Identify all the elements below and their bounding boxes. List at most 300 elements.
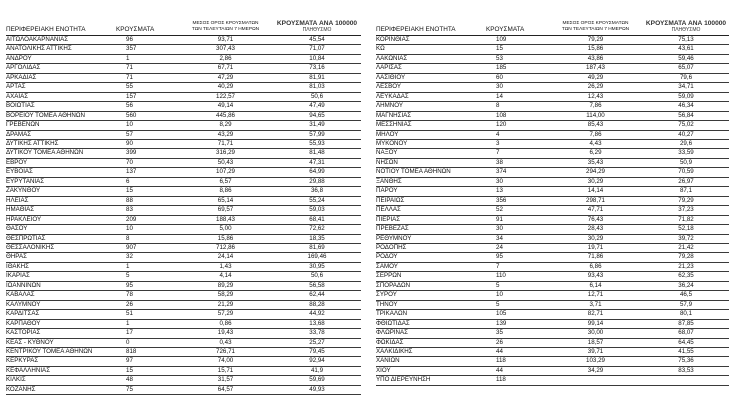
- cases-cell: 108: [486, 111, 548, 120]
- cases-cell: 560: [116, 111, 178, 120]
- avg-cell: 307,43: [178, 45, 273, 54]
- cases-cell: 95: [486, 253, 548, 262]
- per-100k-cell: 46,5: [643, 291, 729, 300]
- per-100k-cell: 59,03: [273, 206, 361, 215]
- per-100k-cell: 83,53: [643, 366, 729, 375]
- avg-cell: 30,29: [548, 177, 643, 186]
- region-cell: ΑΝΔΡΟΥ: [6, 54, 116, 63]
- per-100k-cell: 44,92: [273, 310, 361, 319]
- table-row: [6, 177, 361, 186]
- avg-cell: 2,86: [178, 54, 273, 63]
- cases-cell: 3: [486, 139, 548, 148]
- per-header-line1: ΚΡΟΥΣΜΑΤΑ ΑΝΑ 100000: [645, 19, 727, 27]
- avg-cell: 74,00: [178, 357, 273, 366]
- avg-cell: 298,71: [548, 196, 643, 205]
- avg-cell: 71,86: [548, 253, 643, 262]
- avg-cell: 8,86: [178, 187, 273, 196]
- per-100k-cell: 71,07: [273, 45, 361, 54]
- table-row: [376, 253, 729, 262]
- avg-cell: 726,71: [178, 347, 273, 356]
- table-row: [376, 225, 729, 234]
- avg-cell: 47,29: [178, 73, 273, 82]
- table-row: [6, 130, 361, 139]
- per-100k-cell: 37,23: [643, 206, 729, 215]
- per-100k-cell: 26,97: [643, 177, 729, 186]
- cases-cell: 0: [116, 338, 178, 347]
- cases-cell: 96: [116, 36, 178, 45]
- cases-cell: 7: [486, 262, 548, 271]
- avg-cell: 49,29: [548, 73, 643, 82]
- cases-cell: 78: [116, 291, 178, 300]
- region-cell: ΘΕΣΠΡΩΤΙΑΣ: [6, 234, 116, 243]
- cases-cell: 1: [116, 262, 178, 271]
- avg-cell: 18,57: [548, 338, 643, 347]
- region-cell: ΒΟΡΕΙΟΥ ΤΟΜΕΑ ΑΘΗΝΩΝ: [6, 111, 116, 120]
- per-100k-cell: 21,23: [643, 262, 729, 271]
- avg-cell: 43,29: [178, 130, 273, 139]
- region-cell: ΝΟΤΙΟΥ ΤΟΜΕΑ ΑΘΗΝΩΝ: [376, 168, 486, 177]
- cases-column-header: ΚΡΟΥΣΜΑΤΑ: [486, 14, 548, 36]
- region-cell: ΤΡΙΚΑΛΩΝ: [376, 310, 486, 319]
- table-row: [376, 262, 729, 271]
- region-cell: ΙΩΑΝΝΙΝΩΝ: [6, 281, 116, 290]
- region-cell: ΚΕΦΑΛΛΗΝΙΑΣ: [6, 366, 116, 375]
- avg-cell: 35,43: [548, 158, 643, 167]
- cases-cell: 110: [486, 272, 548, 281]
- region-cell: ΡΕΘΥΜΝΟΥ: [376, 234, 486, 243]
- per-100k-cell: 29,88: [273, 177, 361, 186]
- avg-cell: 89,29: [178, 281, 273, 290]
- cases-cell: 10: [116, 225, 178, 234]
- cases-cell: 15: [116, 366, 178, 375]
- per-100k-cell: 18,35: [273, 234, 361, 243]
- cases-cell: 157: [116, 92, 178, 101]
- region-cell: ΧΙΟΥ: [376, 366, 486, 375]
- table-row: [6, 215, 361, 224]
- per-100k-cell: 55,93: [273, 139, 361, 148]
- region-cell: ΚΕΡΚΥΡΑΣ: [6, 357, 116, 366]
- cases-cell: 75: [116, 385, 178, 394]
- avg-cell: 99,14: [548, 319, 643, 328]
- per-100k-cell: 13,68: [273, 319, 361, 328]
- avg-cell: 71,71: [178, 139, 273, 148]
- region-column-header: ΠΕΡΙΦΕΡΕΙΑΚΗ ΕΝΟΤΗΤΑ: [376, 14, 486, 36]
- avg-cell: 85,43: [548, 121, 643, 130]
- table-row: [376, 376, 729, 385]
- cases-cell: 1: [116, 319, 178, 328]
- region-cell: ΜΥΚΟΝΟΥ: [376, 139, 486, 148]
- per-100k-cell: 47,31: [273, 158, 361, 167]
- per-100k-cell: 75,36: [643, 357, 729, 366]
- table-row: [376, 83, 729, 92]
- table-header-row: [376, 14, 729, 36]
- cases-cell: 44: [486, 347, 548, 356]
- per-100k-cell: [643, 376, 729, 385]
- per-100k-cell: 88,28: [273, 300, 361, 309]
- table-row: [376, 168, 729, 177]
- table-row: [376, 319, 729, 328]
- avg-cell: 7,86: [548, 102, 643, 111]
- per-100k-cell: 41,55: [643, 347, 729, 356]
- region-cell: ΣΑΜΟΥ: [376, 262, 486, 271]
- cases-cell: 4: [486, 130, 548, 139]
- per-100k-cell: 81,48: [273, 149, 361, 158]
- avg-header-line1: ΜΕΣΟΣ ΟΡΟΣ ΚΡΟΥΣΜΑΤΩΝ: [192, 20, 259, 26]
- cases-cell: 91: [486, 215, 548, 224]
- table-row: [376, 36, 729, 45]
- per-100k-cell: 87,85: [643, 319, 729, 328]
- cases-cell: 5: [486, 300, 548, 309]
- region-cell: ΝΗΣΩΝ: [376, 158, 486, 167]
- avg-cell: 79,29: [548, 36, 643, 45]
- per-100k-column-header: [643, 14, 729, 36]
- table-header-row: [6, 14, 361, 36]
- per-100k-cell: 46,34: [643, 102, 729, 111]
- per-100k-cell: 73,16: [273, 64, 361, 73]
- table-row: [376, 347, 729, 356]
- per-100k-cell: 36,8: [273, 187, 361, 196]
- cases-cell: 26: [116, 300, 178, 309]
- table-row: [6, 92, 361, 101]
- table-row: [6, 366, 361, 375]
- per-100k-cell: 75,13: [643, 36, 729, 45]
- table-row: [6, 111, 361, 120]
- cases-cell: 118: [486, 376, 548, 385]
- region-cell: ΛΑΣΙΘΙΟΥ: [376, 73, 486, 82]
- per-100k-cell: 45,54: [273, 36, 361, 45]
- table-row: [376, 196, 729, 205]
- region-cell: ΦΘΙΩΤΙΔΑΣ: [376, 319, 486, 328]
- per-100k-cell: 34,71: [643, 83, 729, 92]
- cases-cell: 209: [116, 215, 178, 224]
- table-row: [6, 300, 361, 309]
- cases-column-header: ΚΡΟΥΣΜΑΤΑ: [116, 14, 178, 36]
- cases-cell: 15: [116, 187, 178, 196]
- avg-cell: 93,43: [548, 272, 643, 281]
- cases-cell: 120: [486, 121, 548, 130]
- table-row: [6, 121, 361, 130]
- cases-cell: 88: [116, 196, 178, 205]
- avg-cell: 1,43: [178, 262, 273, 271]
- table-row: [376, 187, 729, 196]
- table-row: [6, 187, 361, 196]
- cases-cell: 70: [116, 158, 178, 167]
- per-100k-cell: 57,9: [643, 300, 729, 309]
- per-100k-cell: 81,91: [273, 73, 361, 82]
- cases-table-left: [6, 14, 361, 395]
- avg-cell: 12,43: [548, 92, 643, 101]
- cases-cell: 6: [116, 177, 178, 186]
- avg-cell: 12,71: [548, 291, 643, 300]
- region-cell: ΧΑΝΙΩΝ: [376, 357, 486, 366]
- table-row: [6, 357, 361, 366]
- per-100k-cell: 50,6: [273, 272, 361, 281]
- table-row: [6, 376, 361, 385]
- table-row: [376, 158, 729, 167]
- per-100k-cell: 50,9: [643, 158, 729, 167]
- table-row: [376, 54, 729, 63]
- avg-cell: 15,71: [178, 366, 273, 375]
- cases-cell: 30: [486, 177, 548, 186]
- region-cell: ΛΑΚΩΝΙΑΣ: [376, 54, 486, 63]
- cases-cell: 48: [116, 376, 178, 385]
- avg-cell: 64,57: [178, 385, 273, 394]
- table-row: [6, 149, 361, 158]
- table-row: [6, 102, 361, 111]
- region-cell: ΚΕΝΤΡΙΚΟΥ ΤΟΜΕΑ ΑΘΗΝΩΝ: [6, 347, 116, 356]
- region-cell: ΛΕΥΚΑΔΑΣ: [376, 92, 486, 101]
- region-cell: ΑΡΓΟΛΙΔΑΣ: [6, 64, 116, 73]
- avg-cell: 57,29: [178, 310, 273, 319]
- table-row: [6, 319, 361, 328]
- cases-cell: 55: [116, 83, 178, 92]
- per-100k-cell: 29,6: [643, 139, 729, 148]
- avg-cell: 67,71: [178, 64, 273, 73]
- region-cell: ΜΑΓΝΗΣΙΑΣ: [376, 111, 486, 120]
- avg-header-line2: ΤΩΝ ΤΕΛΕΥΤΑΙΩΝ 7 ΗΜΕΡΩΝ: [191, 27, 260, 33]
- cases-table-right: [376, 14, 729, 386]
- region-cell: ΥΠΟ ΔΙΕΡΕΥΝΗΣΗ: [376, 376, 486, 385]
- avg-cell: 107,29: [178, 168, 273, 177]
- avg-cell: 58,29: [178, 291, 273, 300]
- per-100k-cell: 71,82: [643, 215, 729, 224]
- table-row: [6, 206, 361, 215]
- table-row: [376, 111, 729, 120]
- avg-cell: 28,43: [548, 225, 643, 234]
- avg-cell: 0,86: [178, 319, 273, 328]
- per-100k-cell: 87,1: [643, 187, 729, 196]
- region-cell: ΞΑΝΘΗΣ: [376, 177, 486, 186]
- per-100k-cell: 79,6: [643, 73, 729, 82]
- avg-cell: 6,57: [178, 177, 273, 186]
- region-cell: ΜΕΣΣΗΝΙΑΣ: [376, 121, 486, 130]
- table-row: [376, 272, 729, 281]
- per-100k-cell: 43,61: [643, 45, 729, 54]
- per-100k-cell: 62,35: [643, 272, 729, 281]
- table-row: [6, 338, 361, 347]
- table-row: [376, 291, 729, 300]
- table-row: [376, 121, 729, 130]
- avg-cell: 122,57: [178, 92, 273, 101]
- region-cell: ΡΟΔΟΠΗΣ: [376, 243, 486, 252]
- region-cell: ΠΡΕΒΕΖΑΣ: [376, 225, 486, 234]
- avg-cell: 19,71: [548, 243, 643, 252]
- region-cell: ΛΕΣΒΟΥ: [376, 83, 486, 92]
- region-cell: ΜΗΛΟΥ: [376, 130, 486, 139]
- table-row: [376, 338, 729, 347]
- region-cell: ΚΟΖΑΝΗΣ: [6, 385, 116, 394]
- per-header-line2: ΠΛΗΘΥΣΜΟ: [302, 27, 332, 34]
- region-cell: ΚΟΡΙΝΘΙΑΣ: [376, 36, 486, 45]
- cases-cell: 95: [116, 281, 178, 290]
- table-row: [6, 281, 361, 290]
- cases-cell: 26: [486, 338, 548, 347]
- region-cell: ΣΠΟΡΑΔΩΝ: [376, 281, 486, 290]
- table-row: [376, 357, 729, 366]
- per-100k-cell: 169,46: [273, 253, 361, 262]
- table-row: [376, 102, 729, 111]
- table-row: [376, 310, 729, 319]
- per-100k-cell: 52,18: [643, 225, 729, 234]
- region-cell: ΛΑΡΙΣΑΣ: [376, 64, 486, 73]
- table-row: [376, 92, 729, 101]
- per-100k-cell: 81,03: [273, 83, 361, 92]
- avg-cell: [548, 376, 643, 385]
- cases-cell: 105: [486, 310, 548, 319]
- cases-cell: 83: [116, 206, 178, 215]
- table-row: [376, 177, 729, 186]
- table-row: [6, 83, 361, 92]
- cases-cell: 15: [486, 45, 548, 54]
- table-row: [376, 300, 729, 309]
- cases-cell: 30: [486, 225, 548, 234]
- table-row: [6, 64, 361, 73]
- region-cell: ΚΑΡΠΑΘΟΥ: [6, 319, 116, 328]
- table-row: [6, 54, 361, 63]
- table-row: [376, 243, 729, 252]
- per-100k-cell: 70,59: [643, 168, 729, 177]
- per-100k-cell: 81,69: [273, 243, 361, 252]
- region-cell: ΗΡΑΚΛΕΙΟΥ: [6, 215, 116, 224]
- table-row: [6, 158, 361, 167]
- avg-cell: 43,86: [548, 54, 643, 63]
- table-row: [376, 329, 729, 338]
- region-cell: ΘΕΣΣΑΛΟΝΙΚΗΣ: [6, 243, 116, 252]
- table-row: [6, 253, 361, 262]
- cases-cell: 71: [116, 64, 178, 73]
- region-cell: ΑΧΑΪΑΣ: [6, 92, 116, 101]
- cases-cell: 71: [116, 73, 178, 82]
- region-cell: ΗΜΑΘΙΑΣ: [6, 206, 116, 215]
- per-100k-column-header: [273, 14, 361, 36]
- per-100k-cell: 59,46: [643, 54, 729, 63]
- region-cell: ΔΡΑΜΑΣ: [6, 130, 116, 139]
- avg-cell: 114,00: [548, 111, 643, 120]
- cases-cell: 139: [486, 319, 548, 328]
- region-cell: ΛΗΜΝΟΥ: [376, 102, 486, 111]
- per-100k-cell: 79,28: [643, 253, 729, 262]
- avg-column-header: [548, 14, 643, 36]
- avg-cell: 93,71: [178, 36, 273, 45]
- table-row: [376, 73, 729, 82]
- cases-cell: 137: [116, 168, 178, 177]
- avg-cell: 4,43: [548, 139, 643, 148]
- per-100k-cell: 57,99: [273, 130, 361, 139]
- avg-header-line1: ΜΕΣΟΣ ΟΡΟΣ ΚΡΟΥΣΜΑΤΩΝ: [562, 20, 629, 26]
- per-100k-cell: 94,65: [273, 111, 361, 120]
- table-row: [376, 206, 729, 215]
- region-cell: ΣΥΡΟΥ: [376, 291, 486, 300]
- table-row: [6, 347, 361, 356]
- avg-cell: 19,43: [178, 329, 273, 338]
- cases-cell: 38: [486, 158, 548, 167]
- avg-cell: 50,43: [178, 158, 273, 167]
- per-100k-cell: 47,49: [273, 102, 361, 111]
- region-cell: ΠΕΛΛΑΣ: [376, 206, 486, 215]
- per-100k-cell: 59,69: [273, 376, 361, 385]
- region-cell: ΣΕΡΡΩΝ: [376, 272, 486, 281]
- region-cell: ΠΑΡΟΥ: [376, 187, 486, 196]
- cases-cell: 118: [486, 357, 548, 366]
- cases-cell: 14: [486, 92, 548, 101]
- per-100k-cell: 56,84: [643, 111, 729, 120]
- cases-cell: 109: [486, 36, 548, 45]
- cases-cell: 374: [486, 168, 548, 177]
- cases-cell: 356: [486, 196, 548, 205]
- avg-cell: 188,43: [178, 215, 273, 224]
- cases-cell: 8: [486, 102, 548, 111]
- per-100k-cell: 62,44: [273, 291, 361, 300]
- avg-cell: 76,43: [548, 215, 643, 224]
- per-100k-cell: 33,59: [643, 149, 729, 158]
- per-100k-cell: 49,93: [273, 385, 361, 394]
- per-100k-cell: 68,41: [273, 215, 361, 224]
- cases-cell: 53: [486, 54, 548, 63]
- avg-header-line2: ΤΩΝ ΤΕΛΕΥΤΑΙΩΝ 7 ΗΜΕΡΩΝ: [561, 27, 630, 33]
- table-row: [6, 385, 361, 394]
- per-header-line2: ΠΛΗΘΥΣΜΟ: [671, 27, 701, 34]
- per-100k-cell: 55,24: [273, 196, 361, 205]
- table-row: [6, 291, 361, 300]
- table-row: [376, 64, 729, 73]
- per-100k-cell: 64,45: [643, 338, 729, 347]
- table-row: [6, 196, 361, 205]
- region-cell: ΚΙΛΚΙΣ: [6, 376, 116, 385]
- region-cell: ΦΩΚΙΔΑΣ: [376, 338, 486, 347]
- avg-column-header: [178, 14, 273, 36]
- table-row: [376, 139, 729, 148]
- region-cell: ΑΡΤΑΣ: [6, 83, 116, 92]
- cases-cell: 8: [116, 234, 178, 243]
- cases-cell: 818: [116, 347, 178, 356]
- avg-cell: 47,71: [548, 206, 643, 215]
- region-cell: ΚΑΒΑΛΑΣ: [6, 291, 116, 300]
- avg-cell: 8,29: [178, 121, 273, 130]
- cases-cell: 5: [486, 281, 548, 290]
- avg-cell: 40,29: [178, 83, 273, 92]
- per-100k-cell: 59,09: [643, 92, 729, 101]
- cases-cell: 56: [116, 102, 178, 111]
- table-row: [376, 45, 729, 54]
- cases-cell: 60: [486, 73, 548, 82]
- table-row: [6, 36, 361, 45]
- region-cell: ΖΑΚΥΝΘΟΥ: [6, 187, 116, 196]
- per-100k-cell: 50,6: [273, 92, 361, 101]
- cases-cell: 32: [116, 253, 178, 262]
- per-100k-cell: 36,24: [643, 281, 729, 290]
- cases-cell: 51: [116, 310, 178, 319]
- region-cell: ΔΥΤΙΚΗΣ ΑΤΤΙΚΗΣ: [6, 139, 116, 148]
- per-100k-cell: 79,29: [643, 196, 729, 205]
- avg-cell: 15,86: [548, 45, 643, 54]
- avg-cell: 7,86: [548, 130, 643, 139]
- per-100k-cell: 39,72: [643, 234, 729, 243]
- avg-cell: 4,14: [178, 272, 273, 281]
- cases-cell: 17: [116, 329, 178, 338]
- avg-cell: 103,29: [548, 357, 643, 366]
- region-cell: ΒΟΙΩΤΙΑΣ: [6, 102, 116, 111]
- region-cell: ΚΑΣΤΟΡΙΑΣ: [6, 329, 116, 338]
- avg-cell: 187,43: [548, 64, 643, 73]
- region-cell: ΦΛΩΡΙΝΑΣ: [376, 329, 486, 338]
- per-100k-cell: 21,42: [643, 243, 729, 252]
- cases-cell: 399: [116, 149, 178, 158]
- table-row: [6, 168, 361, 177]
- region-cell: ΔΥΤΙΚΟΥ ΤΟΜΕΑ ΑΘΗΝΩΝ: [6, 149, 116, 158]
- avg-cell: 30,00: [548, 329, 643, 338]
- region-cell: ΘΑΣΟΥ: [6, 225, 116, 234]
- region-cell: ΘΗΡΑΣ: [6, 253, 116, 262]
